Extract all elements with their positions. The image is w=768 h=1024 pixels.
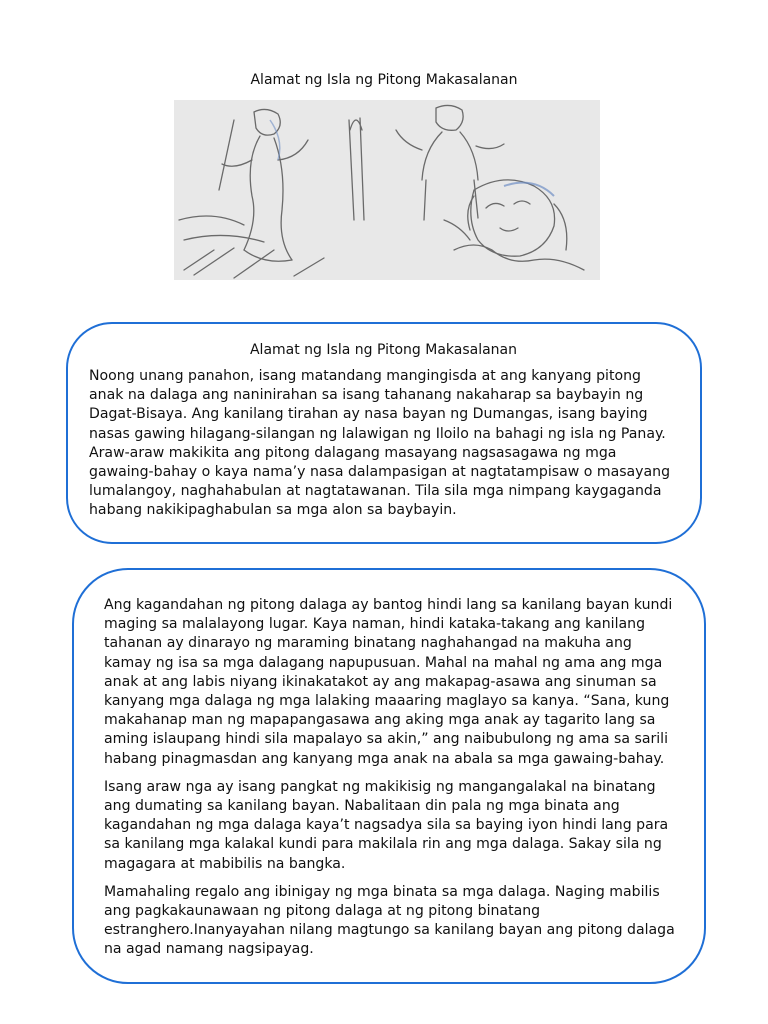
sketch-illustration-icon xyxy=(174,100,600,280)
story-paragraph: Mamahaling regalo ang ibinigay ng mga binata sa mga dalaga. Naging mabilis ang pagkakaunawaan ng pitong dalaga at ng pitong binatang estranghero.Inanyayahan nilang magtungo sa kanilang bayan ang pitong dalaga na agad namang nagsipayag. xyxy=(104,883,675,958)
story-paragraph: Ang kagandahan ng pitong dalaga ay bantog hindi lang sa kanilang bayan kundi maging sa malalayong lugar. Kaya naman, hindi kataka-takang ang kanilang tahanan ay dinarayo ng maraming binatang naghahangad na makuha ang kamay ng isa sa mga dalagang napupusuan. Mahal na mahal ng ama ang mga anak at ang labis niyang ikinakatakot ay ang makapag-asawa ang sinuman sa kanyang mga dalaga ng mga lalaking maaaring maglayo sa kanya. “Sana, kung makahanap man ng mapapangasawa ang aking mga anak ay tagarito lang sa aming islaupang hindi sila mapalayo sa akin,” ang naibubulong ng ama sa sarili habang pinagmasdan ang kanyang mga anak na abala sa mga gawaing-bahay. xyxy=(104,597,673,767)
box-title: Alamat ng Isla ng Pitong Makasalanan xyxy=(249,342,518,358)
story-box-2 xyxy=(72,568,706,984)
story-paragraph: Noong unang panahon, isang matandang mangingisda at ang kanyang pitong anak na dalaga ang naninirahan sa isang tahanang nakaharap sa baybayin ng Dagat-Bisaya. Ang kanilang tirahan ay nasa bayan ng Dumangas, isang baying nasas gawing hilagang-silangan ng lalawigan ng Iloilo na bahagi ng isla ng Panay. Araw-araw makikita ang pitong dalagang masayang nagsasagawa ng mga gawaing-bahay o kaya nama’y nasa dalampasigan at nagtatampisaw o masayang lumalangoy, naghahabulan at nagtatawanan. Tila sila mga nimpang kaygaganda habang nakikipaghabulan sa mga alon sa baybayin. xyxy=(89,368,671,519)
page-title: Alamat ng Isla ng Pitong Makasalanan xyxy=(250,72,518,88)
story-paragraph: Isang araw nga ay isang pangkat ng makikisig ng mangangalakal na binatang ang dumating sa kanilang bayan. Nabalitaan din pala ng mga binata ang kagandahan ng mga dalaga kaya’t nagsadya sila sa baying iyon hindi lang para sa kanilang mga kalakal kundi para makilala rin ang mga dalaga. Sakay sila ng magagara at mabibilis na bangka. xyxy=(104,778,669,872)
story-box-1 xyxy=(66,322,702,544)
